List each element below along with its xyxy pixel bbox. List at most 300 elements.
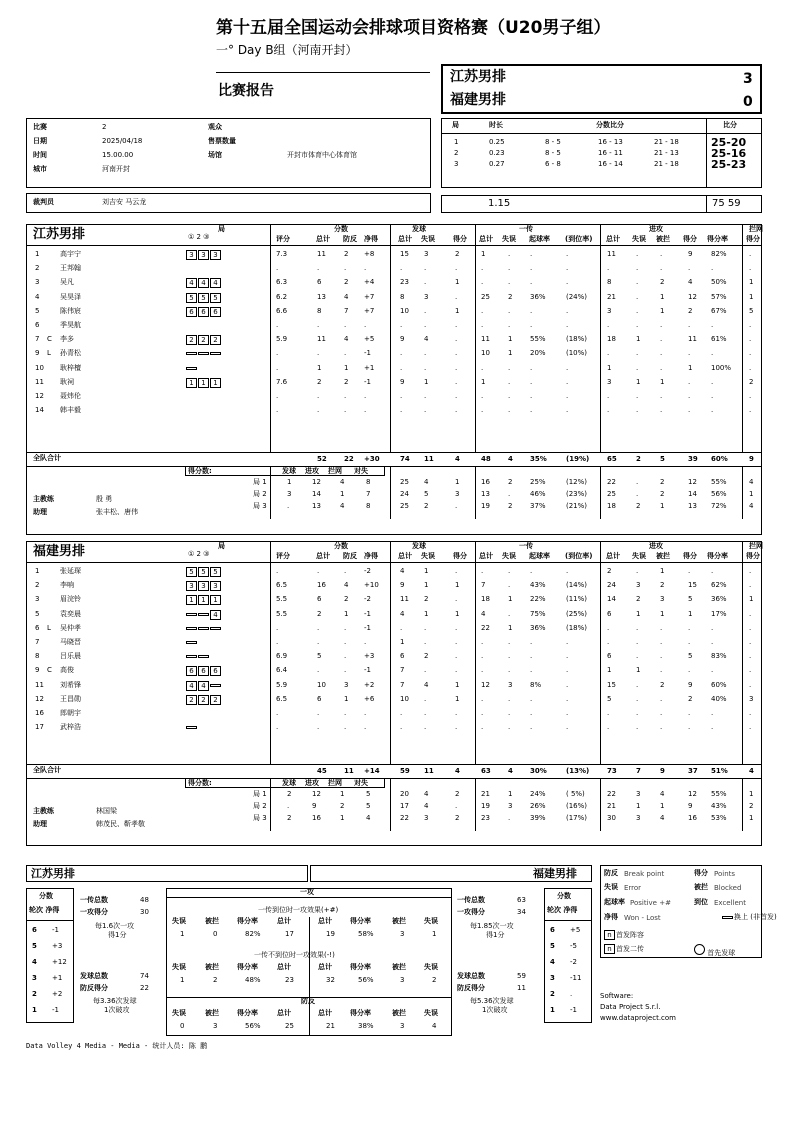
stat-rp: . (530, 406, 533, 415)
stat-ap: . (688, 638, 691, 646)
stat-rt: . (481, 321, 484, 329)
stat-bk: . (749, 264, 752, 273)
legend-key: 起球率 (604, 898, 625, 906)
total-st: 74 (400, 455, 410, 463)
stat-at: 1 (607, 666, 612, 675)
set-bk: 1 (749, 814, 754, 822)
stat-re: . (508, 609, 511, 618)
center-val: 25 (285, 1022, 294, 1030)
set-bk: 4 (749, 478, 754, 486)
stat-ae: . (636, 278, 639, 287)
stat-apc: 36% (711, 595, 727, 604)
h-at_blo: 被拦 (656, 235, 670, 243)
set-opp-err: 4 (366, 814, 371, 822)
h-at_pct: 得分率 (707, 235, 728, 243)
player-number: 1 (35, 250, 40, 258)
total-at: 65 (607, 455, 617, 463)
stat-rt: . (481, 278, 484, 287)
start-zone: 6 (198, 307, 209, 317)
stat-ap: 2 (688, 306, 693, 315)
stat-re: . (508, 392, 511, 400)
set-se: 4 (424, 478, 429, 486)
right-bp-label: 防反得分 (457, 984, 485, 992)
stat-se: . (424, 623, 427, 632)
audience-label: 观众 (208, 123, 222, 131)
stat-pt: . (317, 406, 320, 415)
left-serve: 74 (140, 972, 149, 980)
stat-re: . (508, 306, 511, 315)
set-blk-pts: 1 (340, 490, 345, 498)
summary-team-a: 江苏男排 (31, 867, 75, 880)
stat-wl: . (364, 723, 367, 732)
center-header-2: 一传不到位时一攻效果(-!) (254, 951, 335, 959)
stat-rp: 36% (530, 292, 546, 301)
stat-bk: . (749, 567, 752, 575)
stat-re: . (508, 321, 511, 329)
stat-st: 11 (400, 595, 409, 604)
stat-re: 3 (508, 680, 513, 689)
points-label: 得分数: (188, 779, 212, 787)
set-apc: 43% (711, 802, 727, 810)
center-val: 0 (213, 930, 218, 938)
zone-markers (186, 624, 222, 633)
total-at: 73 (607, 767, 617, 775)
set-rp: 46% (530, 490, 546, 498)
legend-s1: n 首发阵容 (604, 930, 644, 940)
start-zone: 1 (198, 378, 209, 388)
stat-re: 1 (508, 595, 513, 604)
team_b-total-label: 全队合计 (33, 766, 61, 774)
set-ap: 16 (688, 814, 697, 822)
h-recv: 一传 (519, 225, 533, 233)
set-sp: . (455, 502, 458, 510)
h-rc_exc: (到位率) (565, 552, 593, 560)
points-h: 拦网 (328, 779, 342, 787)
player-name: 吴仲孝 (60, 623, 81, 632)
set-blk-pts: 1 (340, 814, 345, 822)
stat-bk: . (749, 581, 752, 590)
center-col-h: 总计 (277, 1009, 291, 1017)
stat-re: . (508, 278, 511, 287)
h-rc_err: 失误 (502, 552, 516, 560)
zone-markers (186, 250, 222, 260)
start-zone: 6 (186, 666, 197, 676)
right-att-label: 一攻得分 (457, 908, 485, 916)
stat-se: . (424, 278, 427, 287)
date-label: 日期 (33, 137, 47, 145)
stat-rp: 55% (530, 335, 546, 344)
set-se: 3 (424, 814, 429, 822)
rotation-net: -2 (570, 958, 577, 966)
player-number: 4 (35, 292, 40, 301)
set-sp: 2 (455, 790, 460, 798)
set-serve-pts: 2 (287, 790, 292, 798)
player-number: 8 (35, 652, 40, 661)
stat-apc: . (711, 321, 714, 329)
center-header-1: 一传到位时一攻效果(+#) (258, 906, 339, 914)
stat-ae: . (636, 623, 639, 632)
stat-ab: 1 (660, 609, 665, 618)
set-rt: 16 (481, 478, 490, 486)
player-name: 高宇宁 (60, 250, 81, 258)
stat-ae: . (636, 567, 639, 575)
stat-vote: . (276, 363, 279, 372)
right-serve: 59 (517, 972, 526, 980)
center-col-h: 失误 (424, 963, 438, 971)
start-zone: 2 (186, 335, 197, 345)
stat-sp: . (455, 638, 458, 646)
stat-pt: . (317, 567, 320, 575)
stat-sp: . (455, 723, 458, 732)
set-ab: 1 (660, 802, 665, 810)
set-serve-pts: 3 (287, 490, 292, 498)
stat-rt: . (481, 709, 484, 717)
stat-rp: 8% (530, 680, 542, 689)
total-pt: 52 (317, 455, 327, 463)
start-zone: 6 (210, 307, 221, 317)
col-divider (742, 542, 743, 765)
stat-rp: . (530, 694, 533, 703)
set-rp: 24% (530, 790, 546, 798)
stat-pt: 16 (317, 581, 326, 590)
stat-rt: . (481, 666, 484, 675)
set-sp: 1 (455, 478, 460, 486)
stat-vote: 6.6 (276, 306, 288, 315)
legend-key: 到位 (694, 898, 708, 906)
stat-rp: . (530, 306, 533, 315)
stat-bp: 2 (344, 250, 349, 258)
stat-rt: 12 (481, 680, 490, 689)
h-blk: 拦网 (749, 542, 763, 550)
center-val: 23 (285, 976, 294, 984)
stat-bp: . (344, 349, 347, 358)
coach-label: 主教练 (33, 495, 54, 503)
stat-st: . (400, 406, 403, 415)
stat-st: . (400, 623, 403, 632)
start-zone: 5 (198, 567, 209, 577)
total-rx: (13%) (566, 767, 590, 775)
player-name: 吴昊泽 (60, 292, 81, 301)
stat-ae: . (636, 264, 639, 273)
page-title: 第十五届全国运动会排球项目资格赛（U20男子组） (216, 18, 611, 38)
stat-pt: 8 (317, 306, 322, 315)
center-val: 3 (400, 976, 405, 984)
stat-rt: 11 (481, 335, 490, 344)
center-val: 48% (245, 976, 261, 984)
col-divider (742, 225, 743, 453)
stat-ab: . (660, 723, 663, 732)
right-note1b: 得1分 (486, 931, 505, 939)
h-sv_err: 失误 (421, 552, 435, 560)
start-zone: 3 (210, 581, 221, 591)
col-divider (390, 225, 391, 453)
stat-vote: 7.6 (276, 377, 288, 386)
total-wl: +30 (364, 455, 380, 463)
start-zone: 4 (186, 278, 197, 288)
stat-wl: . (364, 321, 367, 329)
stat-pt: . (317, 723, 320, 732)
set-blk-pts: 4 (340, 478, 345, 486)
stat-wl: -2 (364, 595, 371, 604)
stat-ab: . (660, 349, 663, 358)
player-name: 耿梓檀 (60, 363, 81, 372)
left-note1: 每1.6次一攻 (95, 922, 135, 930)
h-serve: 发球 (412, 225, 426, 233)
center-val: 1 (180, 930, 185, 938)
set-att-pts: 12 (312, 478, 321, 486)
stat-at: 18 (607, 335, 616, 344)
stat-rp: 36% (530, 623, 546, 632)
stat-rx: . (566, 278, 569, 287)
match-value: 2 (102, 123, 107, 131)
player-name: 李响 (60, 581, 74, 590)
center-val: 1 (180, 976, 185, 984)
stat-st: 7 (400, 680, 405, 689)
points-h: 对失 (354, 779, 368, 787)
stat-sp: . (455, 349, 458, 358)
legend-desc: Won - Lost (624, 914, 661, 922)
stat-vote: 7.3 (276, 250, 288, 258)
stat-st: 6 (400, 652, 405, 661)
stat-bk: 1 (749, 278, 754, 287)
stat-rt: . (481, 694, 484, 703)
rotation-net: +3 (52, 942, 63, 950)
summary-team-b: 福建男排 (533, 867, 577, 880)
center-val: 38% (358, 1022, 374, 1030)
stat-apc: . (711, 349, 714, 358)
set-serve-pts: . (287, 802, 290, 810)
h-vote: 评分 (276, 235, 290, 243)
stat-se: . (424, 321, 427, 329)
center-col-h: 总计 (318, 963, 332, 971)
stat-re: . (508, 377, 511, 386)
total-bk: 4 (749, 767, 754, 775)
total-ae: 2 (636, 455, 641, 463)
stat-pt: 5 (317, 652, 322, 661)
set-ae: 3 (636, 790, 641, 798)
stat-rx: . (566, 652, 569, 661)
stat-sp: . (455, 321, 458, 329)
left-bp-label: 防反得分 (80, 984, 108, 992)
stat-se: . (424, 723, 427, 732)
sub-marker (198, 613, 209, 616)
center-val: 3 (400, 1022, 405, 1030)
footer-text: Data Volley 4 Media - Media - 统计人员: 陈 鹏 (26, 1042, 208, 1050)
stat-ap: 9 (688, 250, 693, 258)
stat-rp: . (530, 363, 533, 372)
h-att: 进攻 (649, 542, 663, 550)
rotation-no: 4 (550, 958, 555, 966)
stat-ap: 9 (688, 680, 693, 689)
player-number: 2 (35, 581, 40, 590)
center-val: 0 (180, 1022, 185, 1030)
stat-bk: . (749, 335, 752, 344)
stat-ab: . (660, 623, 663, 632)
stat-rt: . (481, 363, 484, 372)
stat-ab: 1 (660, 377, 665, 386)
stat-rx: . (566, 680, 569, 689)
stat-vote: 6.3 (276, 278, 288, 287)
coach-name: 林国梁 (96, 807, 117, 815)
stat-ae: . (636, 652, 639, 661)
left-serve-label: 发球总数 (80, 972, 108, 980)
stat-wl: +7 (364, 306, 375, 315)
stat-vote: . (276, 392, 279, 400)
set-opp-err: 7 (366, 490, 371, 498)
h-sv_pts: 得分 (453, 235, 467, 243)
time-label: 时间 (33, 151, 47, 159)
player-number: 10 (35, 363, 44, 372)
sub-marker (210, 352, 221, 355)
city-label: 城市 (33, 165, 47, 173)
stat-rx: . (566, 264, 569, 273)
set-rt: 23 (481, 814, 490, 822)
stat-wl: . (364, 709, 367, 717)
player-number: 17 (35, 723, 44, 732)
stat-vote: 6.9 (276, 652, 288, 661)
center-col-h: 被拦 (205, 963, 219, 971)
center-col-h: 得分率 (350, 963, 371, 971)
zone-markers (186, 307, 222, 317)
assist-names: 张丰松、唐伟 (96, 508, 138, 516)
set-st: 25 (400, 478, 409, 486)
set-ap: 13 (688, 502, 697, 510)
set-att-pts: 9 (312, 802, 317, 810)
set-partial-8: 8 - 5 (545, 149, 561, 157)
start-zone: 5 (210, 293, 221, 303)
set-ab: 4 (660, 790, 665, 798)
right-recv: 63 (517, 896, 526, 904)
stat-pt: . (317, 666, 320, 675)
legend-s3-label: 首先发球 (707, 949, 736, 957)
player-name: 李多 (60, 335, 74, 344)
stat-st: 10 (400, 694, 409, 703)
score-sets-a: 3 (743, 71, 753, 87)
stat-sp: . (455, 292, 458, 301)
assist-label: 助理 (33, 508, 47, 516)
venue-value: 开封市体育中心体育馆 (287, 151, 357, 159)
stat-apc: . (711, 567, 714, 575)
stat-ap: . (688, 406, 691, 415)
set-rp: 26% (530, 802, 546, 810)
set-rt: 19 (481, 802, 490, 810)
set-score: 25-16 (711, 147, 747, 160)
stat-rt: . (481, 638, 484, 646)
stat-re: 2 (508, 292, 513, 301)
total-bp: 11 (344, 767, 354, 775)
stat-rx: (11%) (566, 595, 588, 604)
stat-bk: . (749, 680, 752, 689)
stat-vote: 5.9 (276, 335, 288, 344)
stat-sp: . (455, 666, 458, 675)
stat-ap: . (688, 723, 691, 732)
set-att-pts: 13 (312, 502, 321, 510)
stat-se: . (424, 349, 427, 358)
player-number: 11 (35, 377, 44, 386)
set-st: 17 (400, 802, 409, 810)
stat-rp: . (530, 250, 533, 258)
sub-marker (210, 684, 221, 687)
player-number: 3 (35, 595, 40, 604)
stat-ab: 2 (660, 278, 665, 287)
rotation-net: +5 (570, 926, 581, 934)
stat-at: . (607, 349, 610, 358)
stat-sp: . (455, 623, 458, 632)
stat-bp: 3 (344, 680, 349, 689)
stat-ab: 2 (660, 680, 665, 689)
stat-bk: 1 (749, 595, 754, 604)
left-rot-header: 分数 (39, 892, 53, 900)
stat-re: . (508, 723, 511, 732)
stat-bk: . (749, 709, 752, 717)
zone-markers (186, 278, 222, 288)
player-number: 11 (35, 680, 44, 689)
start-zone: 6 (186, 307, 197, 317)
total-rp: 30% (530, 767, 547, 775)
stat-vote: 6.5 (276, 581, 288, 590)
col-divider (600, 542, 601, 765)
stat-bk: 5 (749, 306, 754, 315)
stat-rp: . (530, 392, 533, 400)
start-zone: 4 (210, 610, 221, 620)
city-value: 河南开封 (102, 165, 130, 173)
stat-pt: 6 (317, 595, 322, 604)
stat-wl: -1 (364, 377, 371, 386)
stat-apc: 60% (711, 680, 727, 689)
set-partial-8: 6 - 8 (545, 160, 561, 168)
stat-st: . (400, 349, 403, 358)
legend-s2: n 首发二传 (604, 944, 644, 954)
total-ap: 37 (688, 767, 698, 775)
team_b-box (26, 541, 762, 846)
right-note2b: 1次破攻 (482, 1006, 508, 1014)
stat-re: . (508, 709, 511, 717)
stat-ab: . (660, 363, 663, 372)
player-number: 2 (35, 264, 40, 273)
set-blk-pts: 1 (340, 790, 345, 798)
stat-sp: . (455, 377, 458, 386)
set-partial-21: 21 - 13 (654, 149, 679, 157)
left-recv-label: 一传总数 (80, 896, 108, 904)
set-duration: 0.25 (489, 138, 505, 146)
stat-se: . (424, 666, 427, 675)
set-rx: (12%) (566, 478, 588, 486)
stat-wl: +5 (364, 335, 375, 344)
legend-desc: Blocked (714, 884, 742, 892)
stat-rt: . (481, 652, 484, 661)
player-number: 12 (35, 392, 44, 400)
col-divider (270, 542, 271, 765)
stat-pt: 11 (317, 250, 326, 258)
set-att-pts: 12 (312, 790, 321, 798)
stat-st: . (400, 264, 403, 273)
player-number: 14 (35, 406, 44, 415)
set-blk-pts: 4 (340, 502, 345, 510)
stat-wl: +4 (364, 278, 375, 287)
zone-markers (186, 695, 222, 705)
stat-rx: . (566, 666, 569, 675)
zone-markers (186, 378, 222, 388)
stat-ap: 2 (688, 694, 693, 703)
referee-box (26, 193, 431, 213)
zone-markers (186, 652, 210, 661)
player-number: 3 (35, 278, 40, 287)
company-label: Data Project S.r.l. (600, 1003, 661, 1011)
set-stat-label: 局 2 (253, 490, 267, 498)
set-rp: 25% (530, 478, 546, 486)
stat-wl: . (364, 638, 367, 646)
set-ap: 12 (688, 790, 697, 798)
